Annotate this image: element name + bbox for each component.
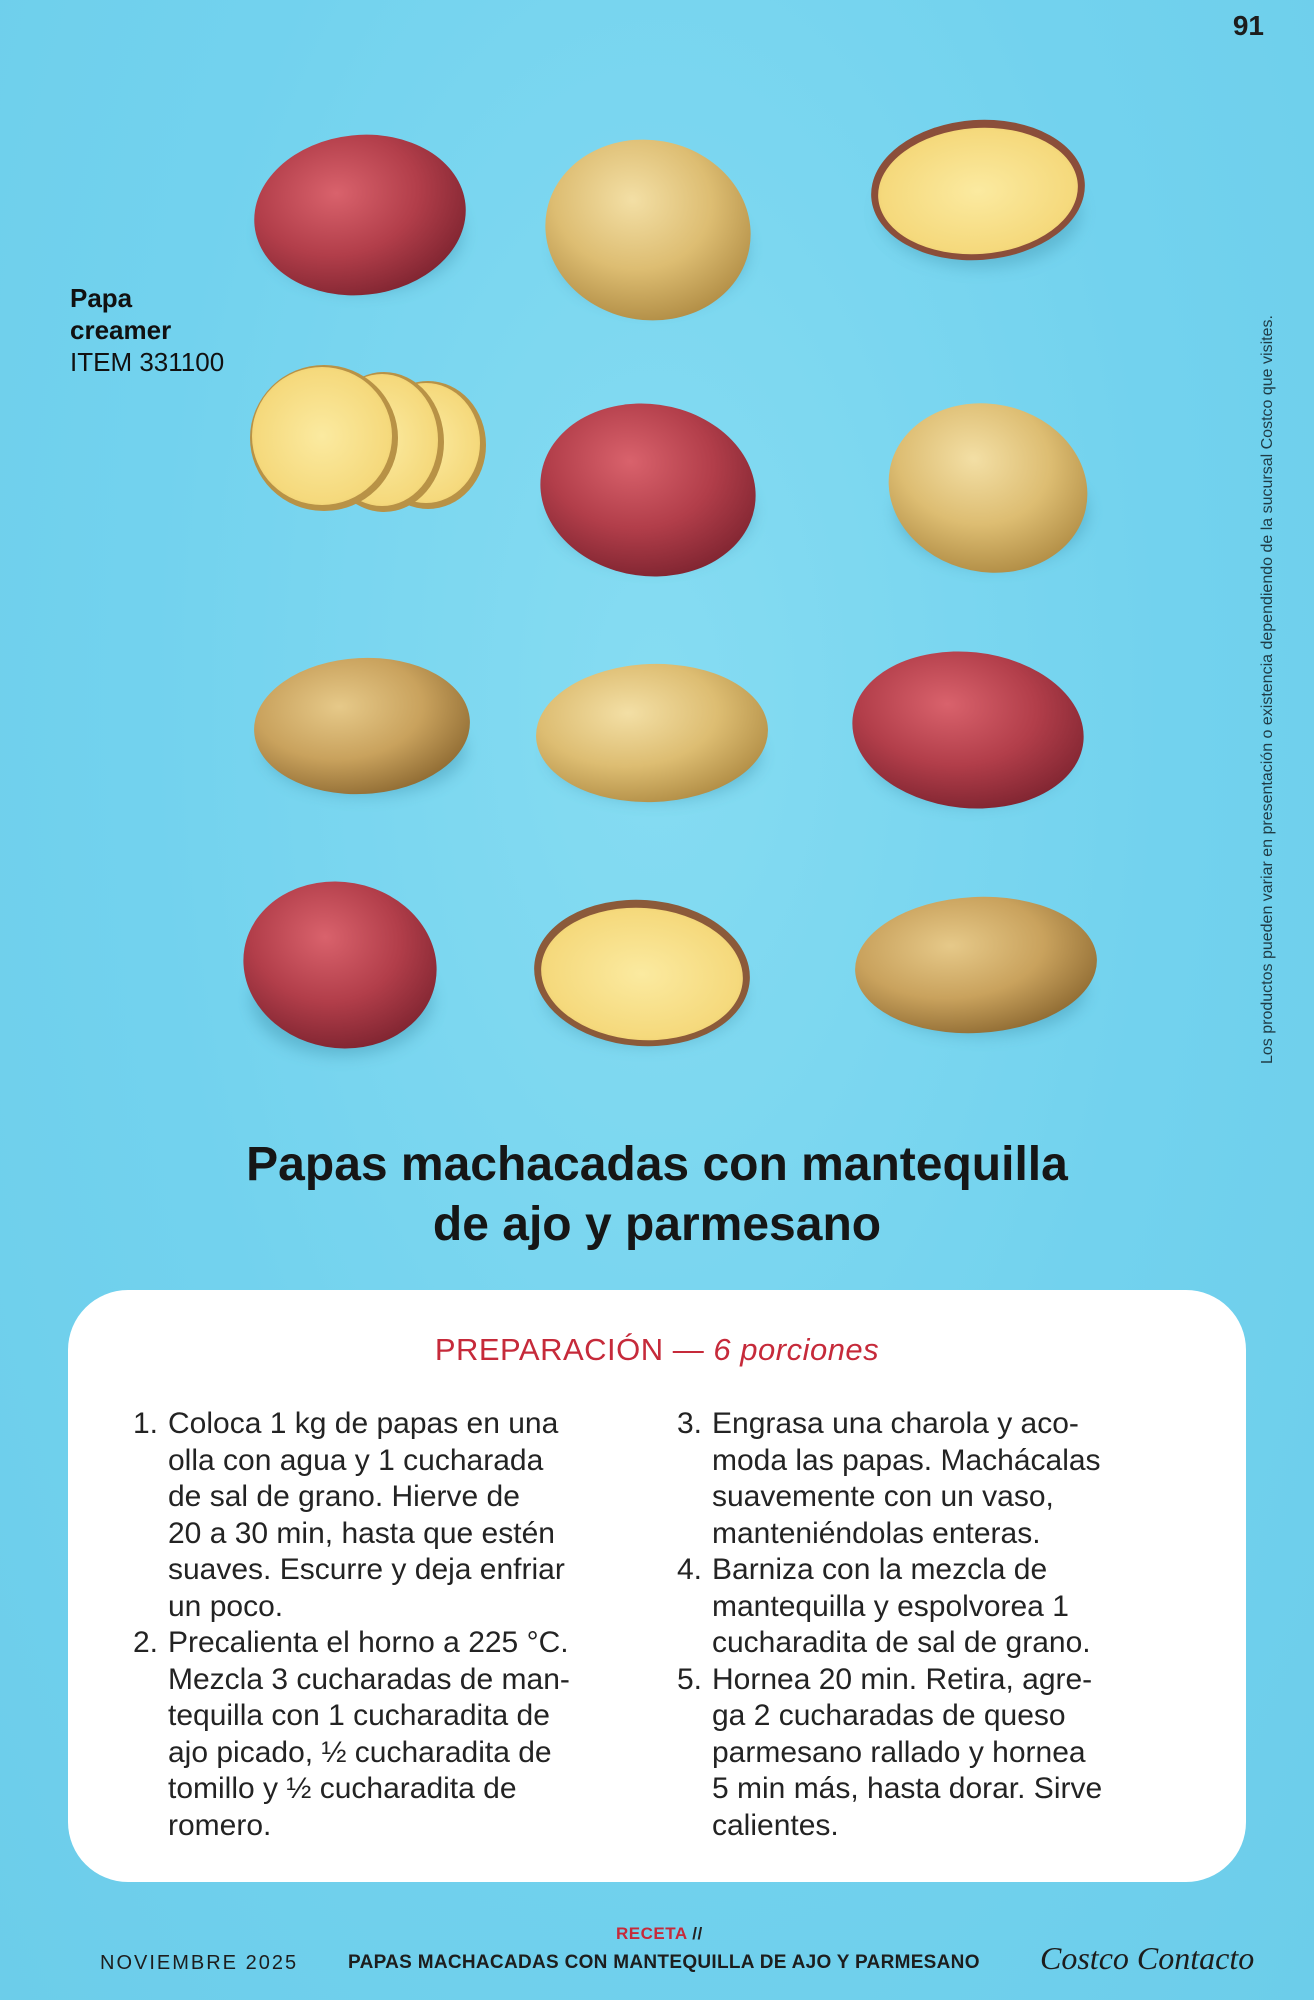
step-line: cucharadita de sal de grano.: [712, 1626, 1091, 1659]
step-line: Coloca 1 kg de papas en una: [168, 1407, 559, 1440]
step-line: Mezcla 3 cucharadas de man-: [168, 1662, 570, 1696]
step-line: romero.: [168, 1808, 272, 1842]
step-line: parmesano rallado y hornea: [712, 1735, 1086, 1769]
step-line: ga 2 cucharadas de queso: [712, 1699, 1066, 1732]
red-potato-icon: [529, 390, 767, 590]
step-text: [712, 1552, 1208, 1662]
step-text: [712, 1406, 1208, 1552]
potato-half-icon: [866, 113, 1089, 268]
red-potato-icon: [844, 640, 1091, 819]
step-line: moda las papas. Machácalas: [712, 1443, 1101, 1477]
step-line: mantequilla y espolvorea 1: [712, 1589, 1069, 1623]
step-line: suaves. Escurre y deja enfriar: [168, 1553, 565, 1586]
potato-slices-icon: [250, 365, 486, 512]
step-number: 5.: [676, 1662, 702, 1696]
step-line: Barniza con la mezcla de: [712, 1553, 1048, 1586]
step-5: [668, 1662, 1208, 1845]
step-line: 20 a 30 min, hasta que estén: [168, 1516, 555, 1550]
step-line: suavemente con un vaso,: [712, 1480, 1054, 1513]
servings-label: 6 porciones: [713, 1332, 880, 1367]
product-name-line2: creamer: [70, 315, 172, 345]
step-1: [124, 1406, 634, 1625]
step-text: [168, 1406, 634, 1625]
step-line: 5 min más, hasta dorar. Sirve: [712, 1772, 1103, 1805]
steps-column-left: [124, 1406, 634, 1844]
recipe-title-line1: Papas machacadas con mantequilla: [246, 1138, 1068, 1191]
page-number: 91: [1232, 10, 1264, 41]
step-text: [168, 1625, 634, 1844]
yellow-potato-icon: [873, 385, 1104, 591]
section-kicker: [616, 1924, 703, 1944]
step-line: tomillo y ½ cucharadita de: [168, 1772, 517, 1805]
step-line: calientes.: [712, 1808, 839, 1842]
step-text: [712, 1662, 1208, 1845]
brown-potato-icon: [852, 891, 1101, 1039]
availability-note: Los productos pueden variar en presentación o existencia dependiendo de la sucursal Costco que visites.: [1259, 315, 1276, 1064]
step-3: [668, 1406, 1208, 1552]
brown-potato-icon: [251, 652, 474, 799]
preparation-label: PREPARACIÓN: [434, 1332, 664, 1367]
brand-logo: Costco Contacto: [1040, 1940, 1255, 1976]
step-number: 2.: [132, 1626, 158, 1659]
yellow-potato-icon: [531, 123, 765, 336]
red-potato-icon: [246, 124, 474, 305]
product-name-line1: Papa: [70, 283, 133, 313]
step-line: tequilla con 1 cucharadita de: [168, 1699, 550, 1732]
step-line: un poco.: [168, 1589, 284, 1623]
step-number: 4.: [676, 1553, 702, 1586]
heading-dash: —: [663, 1332, 714, 1367]
potato-half-icon: [529, 893, 755, 1054]
section-kicker-slashes: //: [687, 1924, 703, 1943]
step-line: manteniéndolas enteras.: [712, 1516, 1041, 1550]
recipe-title-line2: de ajo y parmesano: [432, 1198, 882, 1251]
step-line: Engrasa una charola y aco-: [712, 1407, 1079, 1440]
step-4: [668, 1552, 1208, 1662]
section-kicker-label: RECETA: [616, 1924, 687, 1943]
step-line: Hornea 20 min. Retira, agre-: [712, 1662, 1093, 1696]
step-2: [124, 1625, 634, 1844]
footer-article-title: PAPAS MACHACADAS CON MANTEQUILLA DE AJO Y PARMESANO: [348, 1952, 980, 1973]
step-line: olla con agua y 1 cucharada: [168, 1443, 544, 1477]
steps-column-right: [668, 1406, 1208, 1844]
step-number: 1.: [132, 1407, 158, 1440]
product-item-number: ITEM 331100: [70, 347, 225, 377]
recipe-title: [0, 1135, 1314, 1255]
preparation-heading: [68, 1332, 1246, 1368]
red-potato-icon: [230, 866, 450, 1063]
step-line: de sal de grano. Hierve de: [168, 1480, 520, 1513]
yellow-potato-icon: [534, 660, 771, 806]
step-line: Precalienta el horno a 225 °C.: [168, 1626, 569, 1659]
issue-date: NOVIEMBRE 2025: [100, 1952, 299, 1974]
step-line: ajo picado, ½ cucharadita de: [168, 1735, 552, 1769]
step-number: 3.: [676, 1407, 702, 1440]
preparation-card: [68, 1290, 1246, 1882]
